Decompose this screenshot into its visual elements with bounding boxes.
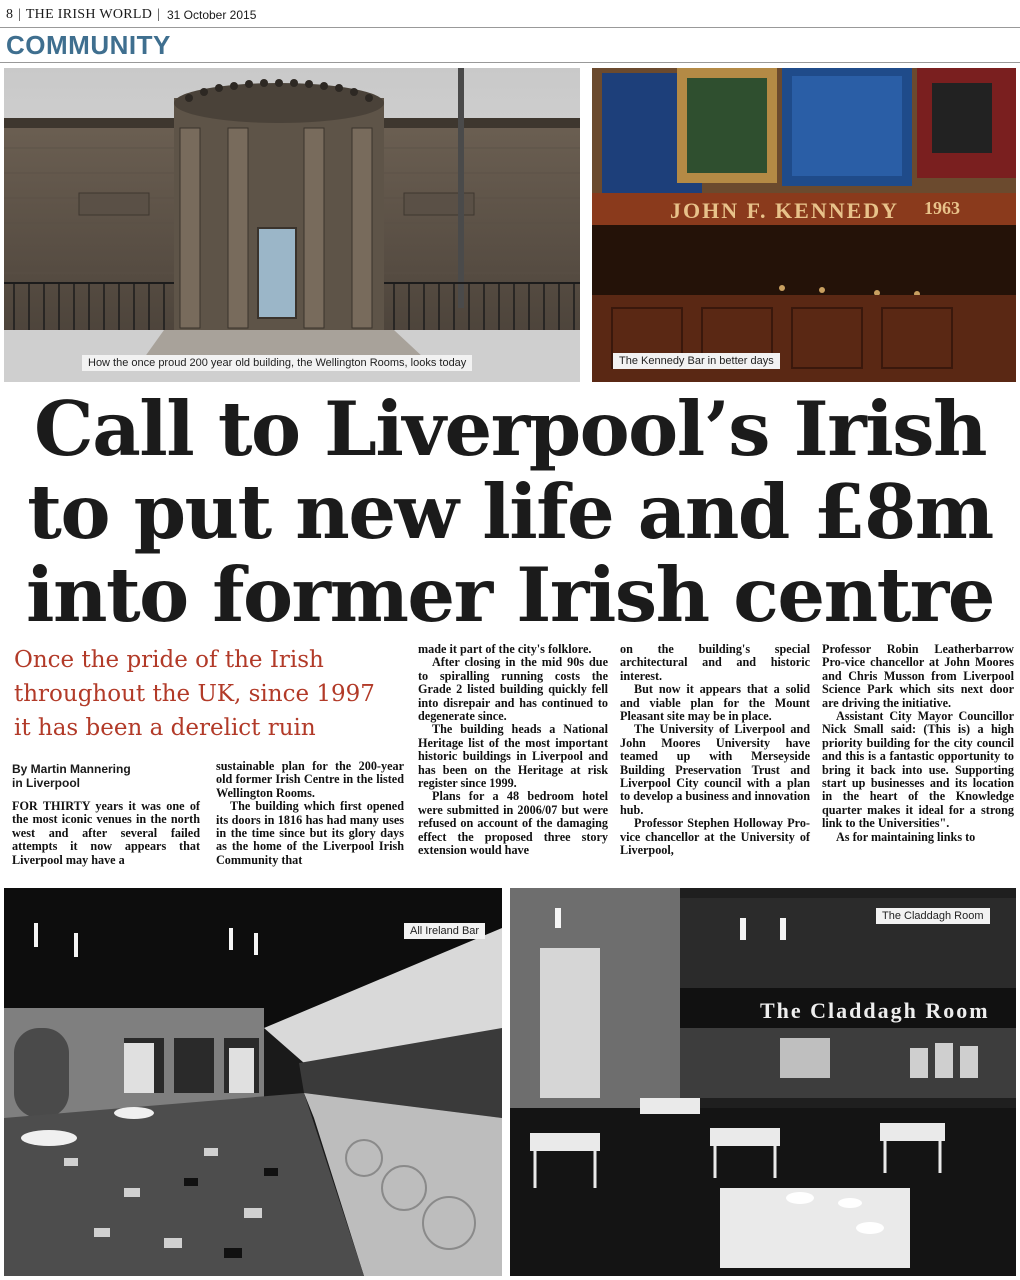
section-title: COMMUNITY	[6, 30, 171, 60]
article-column-5	[822, 643, 1014, 844]
photo-caption: The Claddagh Room	[876, 908, 990, 924]
photo-caption: The Kennedy Bar in better days	[613, 353, 780, 369]
article-column-2	[216, 760, 404, 867]
kennedy-bar-photo	[592, 68, 1016, 382]
paragraph: The University of Liverpool and John Moores University have teamed up with Merseyside Building Preservation Trust and Liverpool City council with a plan to develop a business and innovation hub.	[620, 722, 810, 817]
header-divider: |	[157, 7, 160, 22]
page-number: 8	[6, 7, 13, 22]
publication-name: THE IRISH WORLD	[25, 7, 153, 22]
article-column-4	[620, 643, 810, 858]
drop-lead: FOR THIRTY	[12, 799, 91, 813]
article-headline	[0, 385, 1020, 639]
byline-location: in Liverpool	[12, 776, 81, 790]
article-column-3	[418, 643, 608, 858]
wellington-rooms-photo	[4, 68, 580, 382]
header-rule	[0, 27, 1020, 28]
paragraph: sustainable plan for the 200-year old former Irish Centre in the listed Wellington Rooms.	[216, 759, 404, 800]
paragraph: The building which first opened its doors in 1816 has had many uses in the time since but its glory days as the home of the Liverpool Irish Community that	[216, 799, 404, 867]
paragraph: Assistant City Mayor Councillor Nick Small said: (This is) a high priority building for the city council and this is a fantastic opportunity to bring it back into use. Supporting start up businesses and its location in the heart of the Knowledge quarter makes it ideal for a strong link to the Universities".	[822, 709, 1014, 831]
jfk-sign-year: 1963	[924, 198, 960, 218]
paragraph: Professor Robin Leatherbarrow Pro-vice chancellor at John Moores and Chris Musson from Liverpool Science Park which sits next door are driving the initiative.	[822, 642, 1014, 710]
headline-line: Call to Liverpool’s Irish	[34, 385, 986, 473]
paragraph: The building heads a National Heritage list of the most important historic buildings in Liverpool and has been on the Heritage at risk register since 1999.	[418, 722, 608, 791]
header-divider: |	[18, 7, 21, 22]
paragraph: years it was one of the most iconic venues in the north west and after several failed attempts it now appears that Liverpool may have a	[12, 799, 200, 867]
paragraph: Plans for a 48 bedroom hotel were submitted in 2006/07 but were refused on account of the damaging effect the proposed three story extension would have	[418, 789, 608, 858]
claddagh-room-photo	[510, 888, 1016, 1276]
headline-line: into former Irish centre	[25, 551, 995, 639]
photo-caption: All Ireland Bar	[404, 923, 485, 939]
all-ireland-bar-illustration	[4, 888, 502, 1276]
paragraph: But now it appears that a solid and viable plan for the Mount Pleasant site may be in place.	[620, 682, 810, 724]
jfk-sign-text: JOHN F. KENNEDY	[670, 198, 900, 223]
paragraph: Professor Stephen Holloway Pro-vice chancellor at the University of Liverpool,	[620, 816, 810, 858]
article-standfirst: Once the pride of the Irish throughout the UK, since 1997 it has been a derelict ruin	[14, 647, 375, 741]
headline-line: to put new life and £8m	[27, 468, 993, 556]
claddagh-room-illustration	[510, 888, 1016, 1276]
byline-author: By Martin Mannering	[12, 762, 131, 776]
wellington-rooms-illustration	[4, 68, 580, 382]
all-ireland-bar-photo	[4, 888, 502, 1276]
photo-caption: How the once proud 200 year old building, the Wellington Rooms, looks today	[82, 355, 472, 371]
paragraph: After closing in the mid 90s due to spiralling running costs the Grade 2 listed building quickly fell into disrepair and has continued to degenerate since.	[418, 655, 608, 724]
paragraph: on the building's special architectural and and historic interest.	[620, 642, 810, 683]
article-byline	[12, 762, 202, 790]
issue-date: 31 October 2015	[166, 8, 257, 22]
page-header	[6, 4, 256, 26]
claddagh-sign-text: The Claddagh Room	[760, 998, 990, 1023]
paragraph: made it part of the city's folklore.	[418, 642, 592, 656]
paragraph: As for maintaining links to	[836, 829, 976, 844]
section-rule	[0, 62, 1020, 63]
kennedy-bar-illustration	[592, 68, 1016, 382]
article-column-1	[12, 800, 200, 867]
